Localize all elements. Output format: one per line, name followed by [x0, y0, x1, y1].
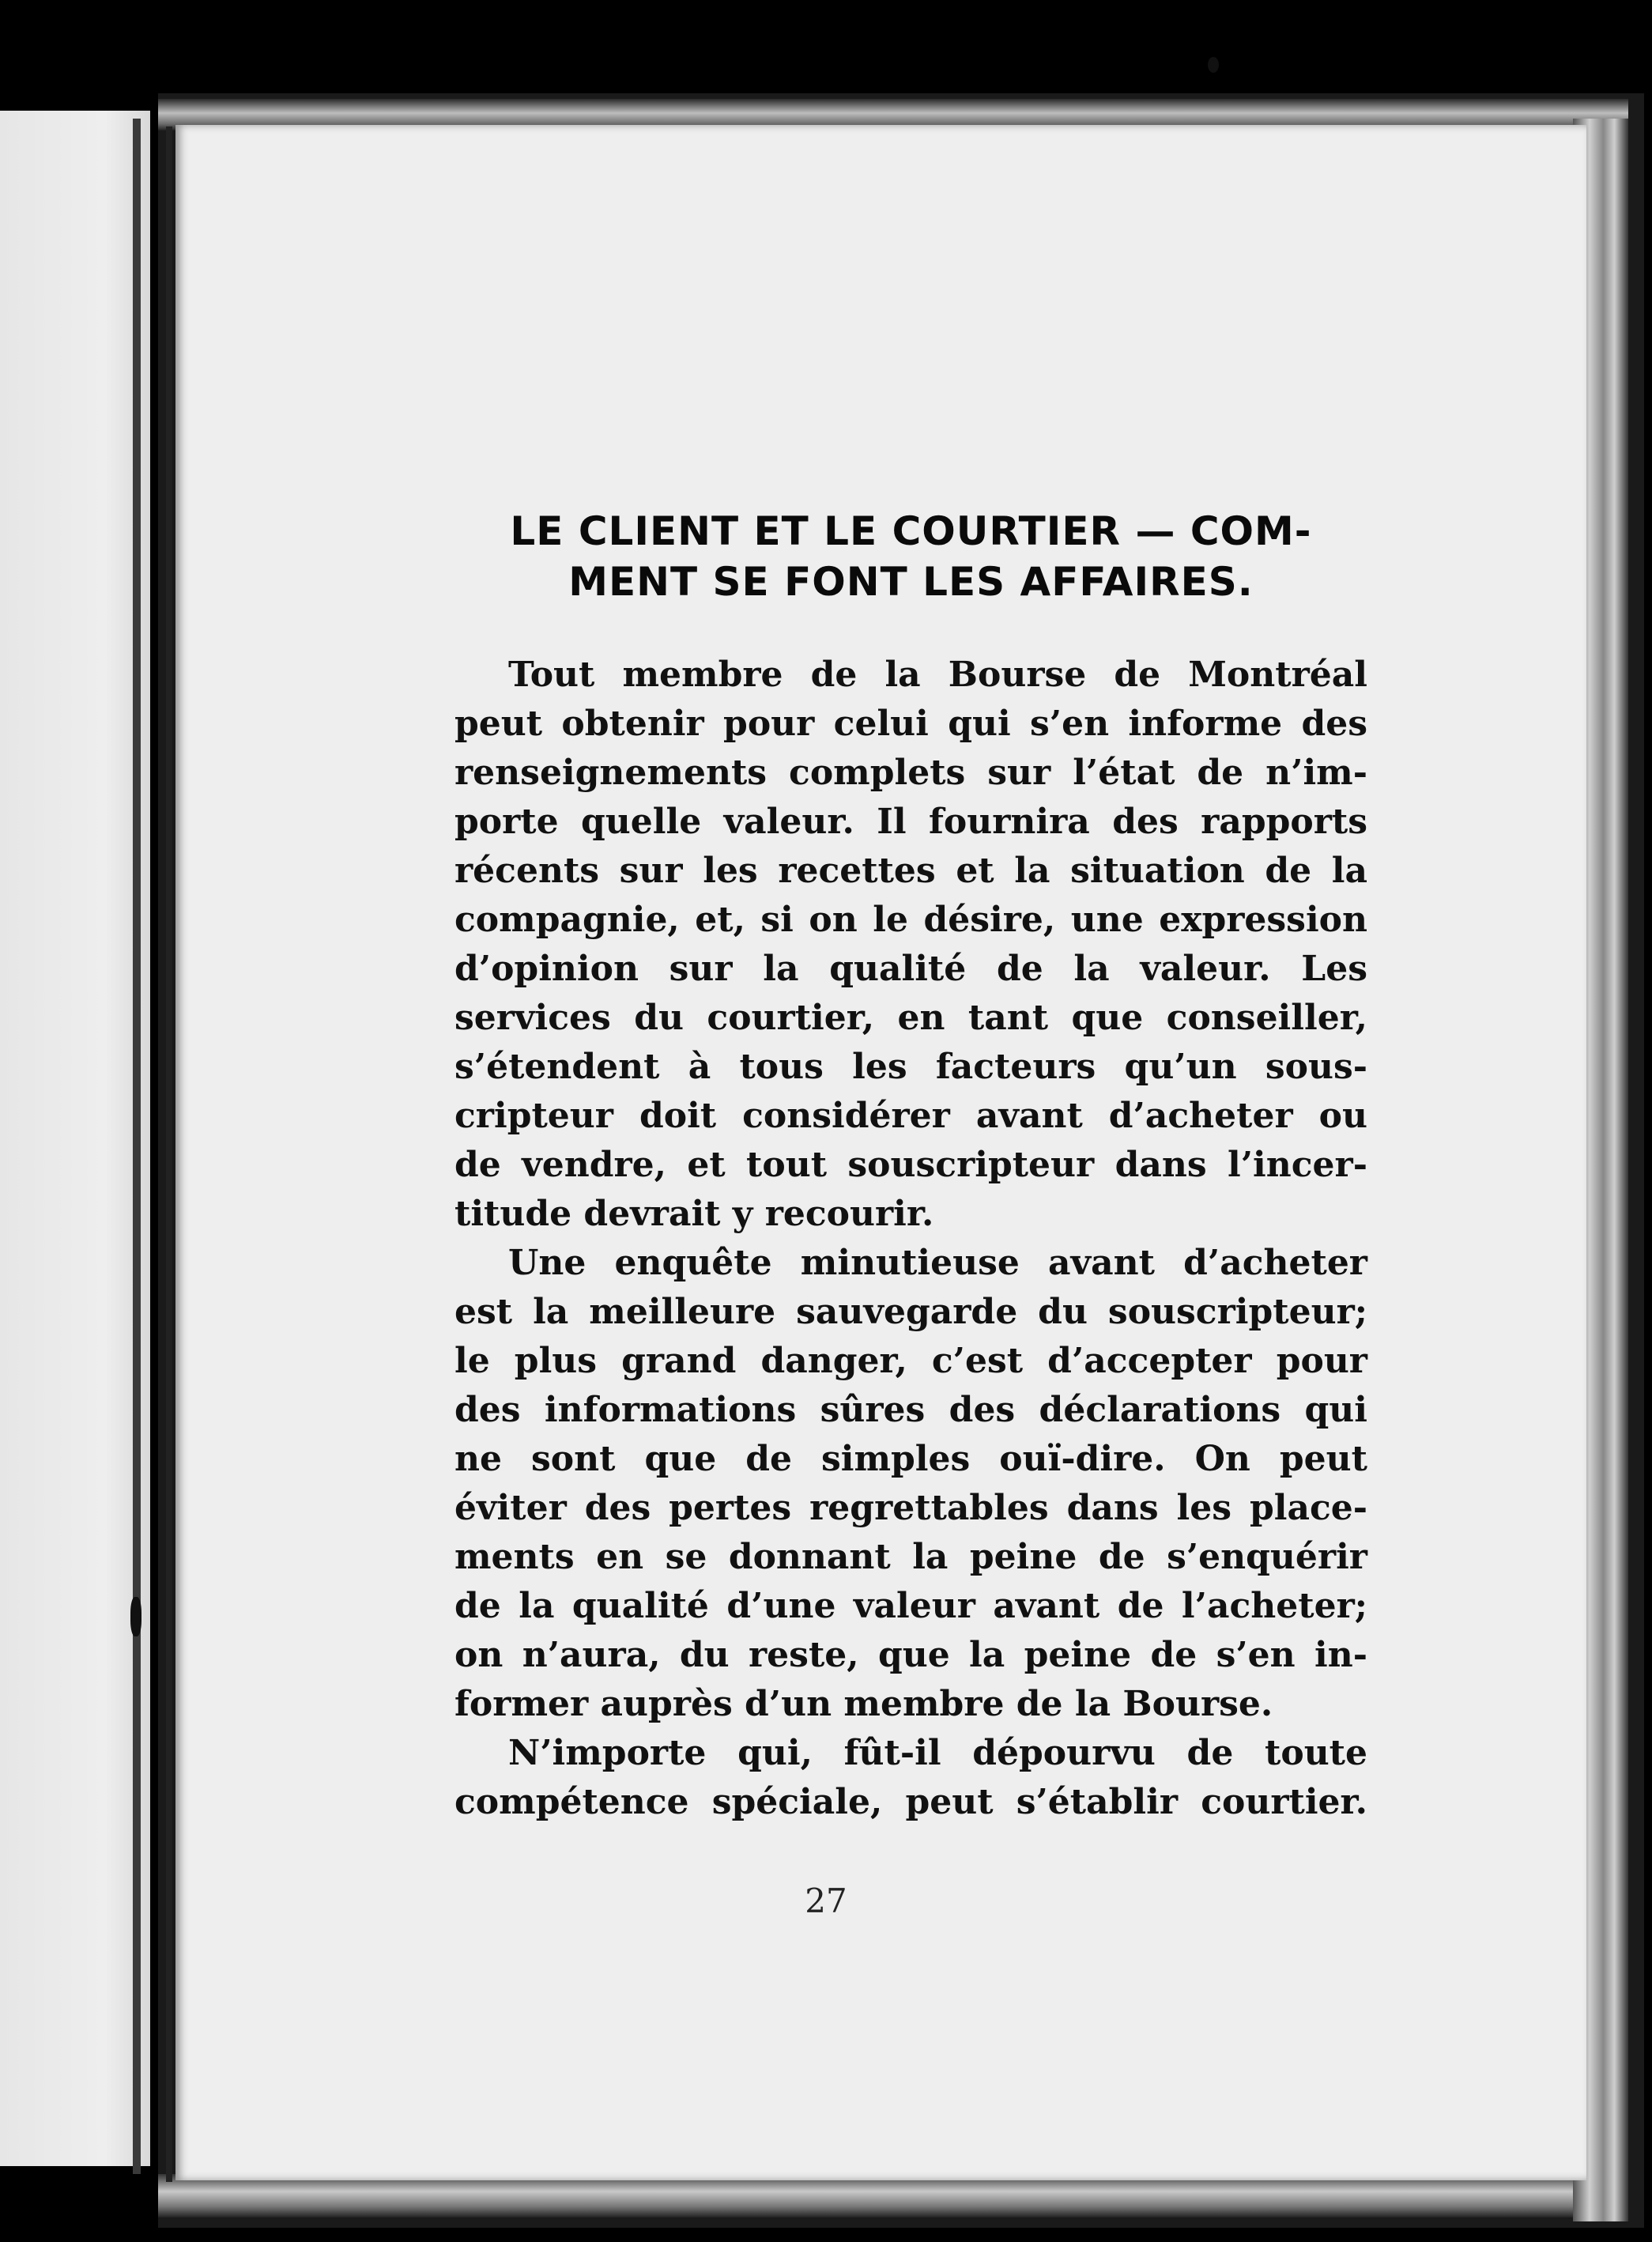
- text-line: ments en se donnant la peine de s’enquérir: [454, 1537, 1367, 1577]
- text-line: services du courtier, en tant que conseiller,: [454, 998, 1367, 1038]
- text-line: Une enquête minutieuse avant d’acheter: [508, 1243, 1367, 1283]
- text-line: compétence spéciale, peut s’établir courtier.: [454, 1782, 1367, 1822]
- text-line: d’opinion sur la qualité de la valeur. Les: [454, 949, 1367, 989]
- text-line: Tout membre de la Bourse de Montréal: [508, 655, 1367, 695]
- page-number: 27: [805, 1882, 847, 1920]
- text-line: éviter des pertes regrettables dans les place-: [454, 1488, 1367, 1528]
- text-line: porte quelle valeur. Il fournira des rapports: [454, 802, 1367, 842]
- text-line: cripteur doit considérer avant d’acheter ou: [454, 1096, 1367, 1136]
- text-line: N’importe qui, fût-il dépourvu de toute: [508, 1733, 1367, 1773]
- paragraph: [454, 1239, 1367, 1729]
- previous-page-edge: [0, 111, 150, 2166]
- text-line: former auprès d’un membre de la Bourse.: [454, 1684, 1273, 1724]
- binding-line: [166, 126, 172, 2182]
- text-line: titude devrait y recourir.: [454, 1194, 934, 1234]
- paragraph: [454, 1729, 1367, 1827]
- text-line: des informations sûres des déclarations qui: [454, 1390, 1367, 1430]
- dust-speck: [1208, 57, 1219, 73]
- text-line: compagnie, et, si on le désire, une expression: [454, 900, 1367, 940]
- paragraph: [454, 651, 1367, 1239]
- text-line: on n’aura, du reste, que la peine de s’en in-: [454, 1635, 1367, 1675]
- binding-mark: [130, 1597, 141, 1636]
- page-gutter-shadow: [133, 119, 141, 2174]
- page-text: [454, 506, 1367, 1827]
- book-bottom-edge: [158, 2174, 1628, 2217]
- section-heading: [454, 506, 1367, 607]
- text-line: de vendre, et tout souscripteur dans l’incer-: [454, 1145, 1367, 1185]
- heading-line: LE CLIENT ET LE COURTIER — COM-: [510, 508, 1312, 554]
- text-line: ne sont que de simples ouï-dire. On peut: [454, 1439, 1367, 1479]
- text-line: peut obtenir pour celui qui s’en informe des: [454, 704, 1367, 744]
- text-line: est la meilleure sauvegarde du souscripteur;: [454, 1292, 1367, 1332]
- text-line: s’étendent à tous les facteurs qu’un sous-: [454, 1047, 1367, 1087]
- text-line: récents sur les recettes et la situation de la: [454, 851, 1367, 891]
- text-line: de la qualité d’une valeur avant de l’acheter;: [454, 1586, 1367, 1626]
- text-line: renseignements complets sur l’état de n’im-: [454, 753, 1367, 793]
- text-line: le plus grand danger, c’est d’accepter pour: [454, 1341, 1367, 1381]
- heading-line: MENT SE FONT LES AFFAIRES.: [568, 559, 1254, 605]
